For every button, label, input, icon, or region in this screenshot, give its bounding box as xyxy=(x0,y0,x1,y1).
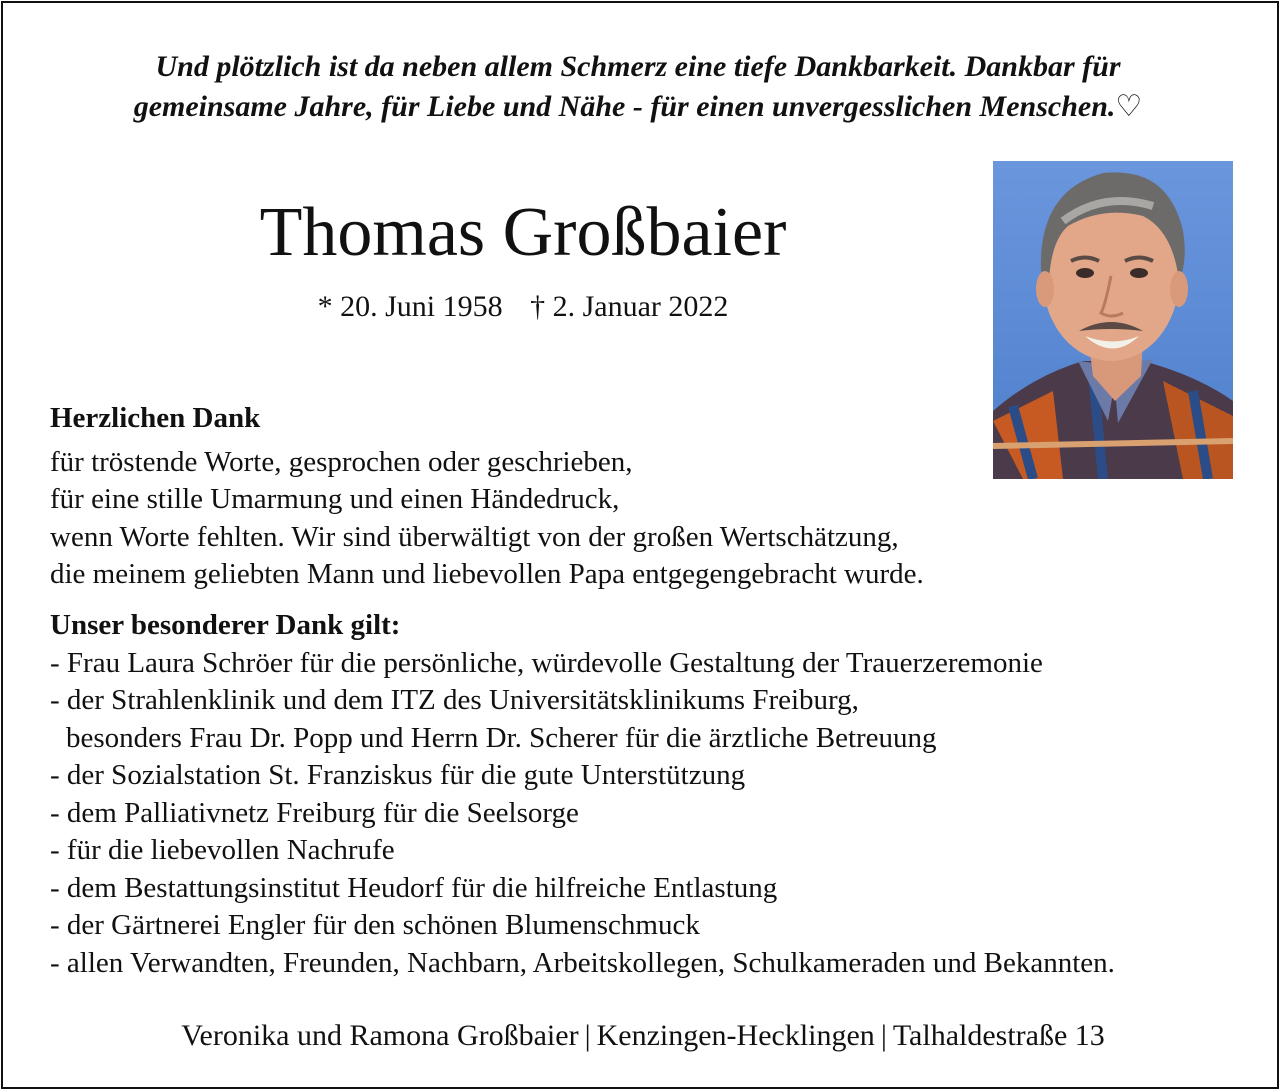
family-names: Veronika und Ramona Großbaier xyxy=(181,1019,579,1052)
special-thanks-item: - Frau Laura Schröer für die persönliche, würdevolle Gestaltung der Trauerzeremonie xyxy=(50,646,1043,679)
motto-quote xyxy=(63,47,1213,127)
separator: | xyxy=(880,1019,887,1052)
special-thanks-item: - der Gärtnerei Engler für den schönen Blumenschmuck xyxy=(50,909,700,941)
family-signature xyxy=(3,1016,1280,1056)
thanks-title: Herzlichen Dank xyxy=(50,402,261,434)
family-place: Kenzingen-Hecklingen xyxy=(596,1019,875,1052)
motto-line-2: gemeinsame Jahre, für Liebe und Nähe - für einen unvergesslichen Menschen. xyxy=(133,90,1116,123)
special-thanks-item: besonders Frau Dr. Popp und Herrn Dr. Scherer für die ärztliche Betreuung xyxy=(66,721,937,754)
obituary-card xyxy=(1,1,1279,1089)
heart-icon: ♡ xyxy=(1115,89,1143,124)
special-thanks-title: Unser besonderer Dank gilt: xyxy=(50,609,401,641)
motto-line-1: Und plötzlich ist da neben allem Schmerz eine tiefe Dankbarkeit. Dankbar für xyxy=(155,50,1121,83)
special-thanks-item: - der Sozialstation St. Franziskus für die gute Unterstützung xyxy=(50,759,746,791)
special-thanks-item: - dem Bestattungsinstitut Heudorf für die hilfreiche Entlastung xyxy=(50,871,778,904)
thanks-line: wenn Worte fehlten. Wir sind überwältigt von der großen Wertschätzung, xyxy=(50,520,899,553)
death-date: † 2. Januar 2022 xyxy=(530,290,729,323)
special-thanks-item: - der Strahlenklinik und dem ITZ des Universitätsklinikums Freiburg, xyxy=(50,684,859,716)
thanks-line: für eine stille Umarmung und einen Händedruck, xyxy=(50,483,620,515)
special-thanks-item: - dem Palliativnetz Freiburg für die Seelsorge xyxy=(50,796,579,829)
portrait-photo xyxy=(993,161,1233,479)
thanks-line: die meinem geliebten Mann und liebevollen Papa entgegengebracht wurde. xyxy=(50,558,924,590)
deceased-name: Thomas Großbaier xyxy=(259,194,787,271)
special-thanks-item: - allen Verwandten, Freunden, Nachbarn, Arbeitskollegen, Schulkameraden und Bekannten. xyxy=(50,946,1115,979)
thanks-line: für tröstende Worte, gesprochen oder geschrieben, xyxy=(50,445,633,478)
separator: | xyxy=(584,1019,591,1052)
thanks-section xyxy=(50,400,924,594)
life-dates xyxy=(153,287,893,327)
special-thanks-section xyxy=(50,607,1115,982)
birth-date: * 20. Juni 1958 xyxy=(317,290,503,323)
special-thanks-item: - für die liebevollen Nachrufe xyxy=(50,834,395,866)
family-street: Talhaldestraße 13 xyxy=(892,1019,1105,1052)
